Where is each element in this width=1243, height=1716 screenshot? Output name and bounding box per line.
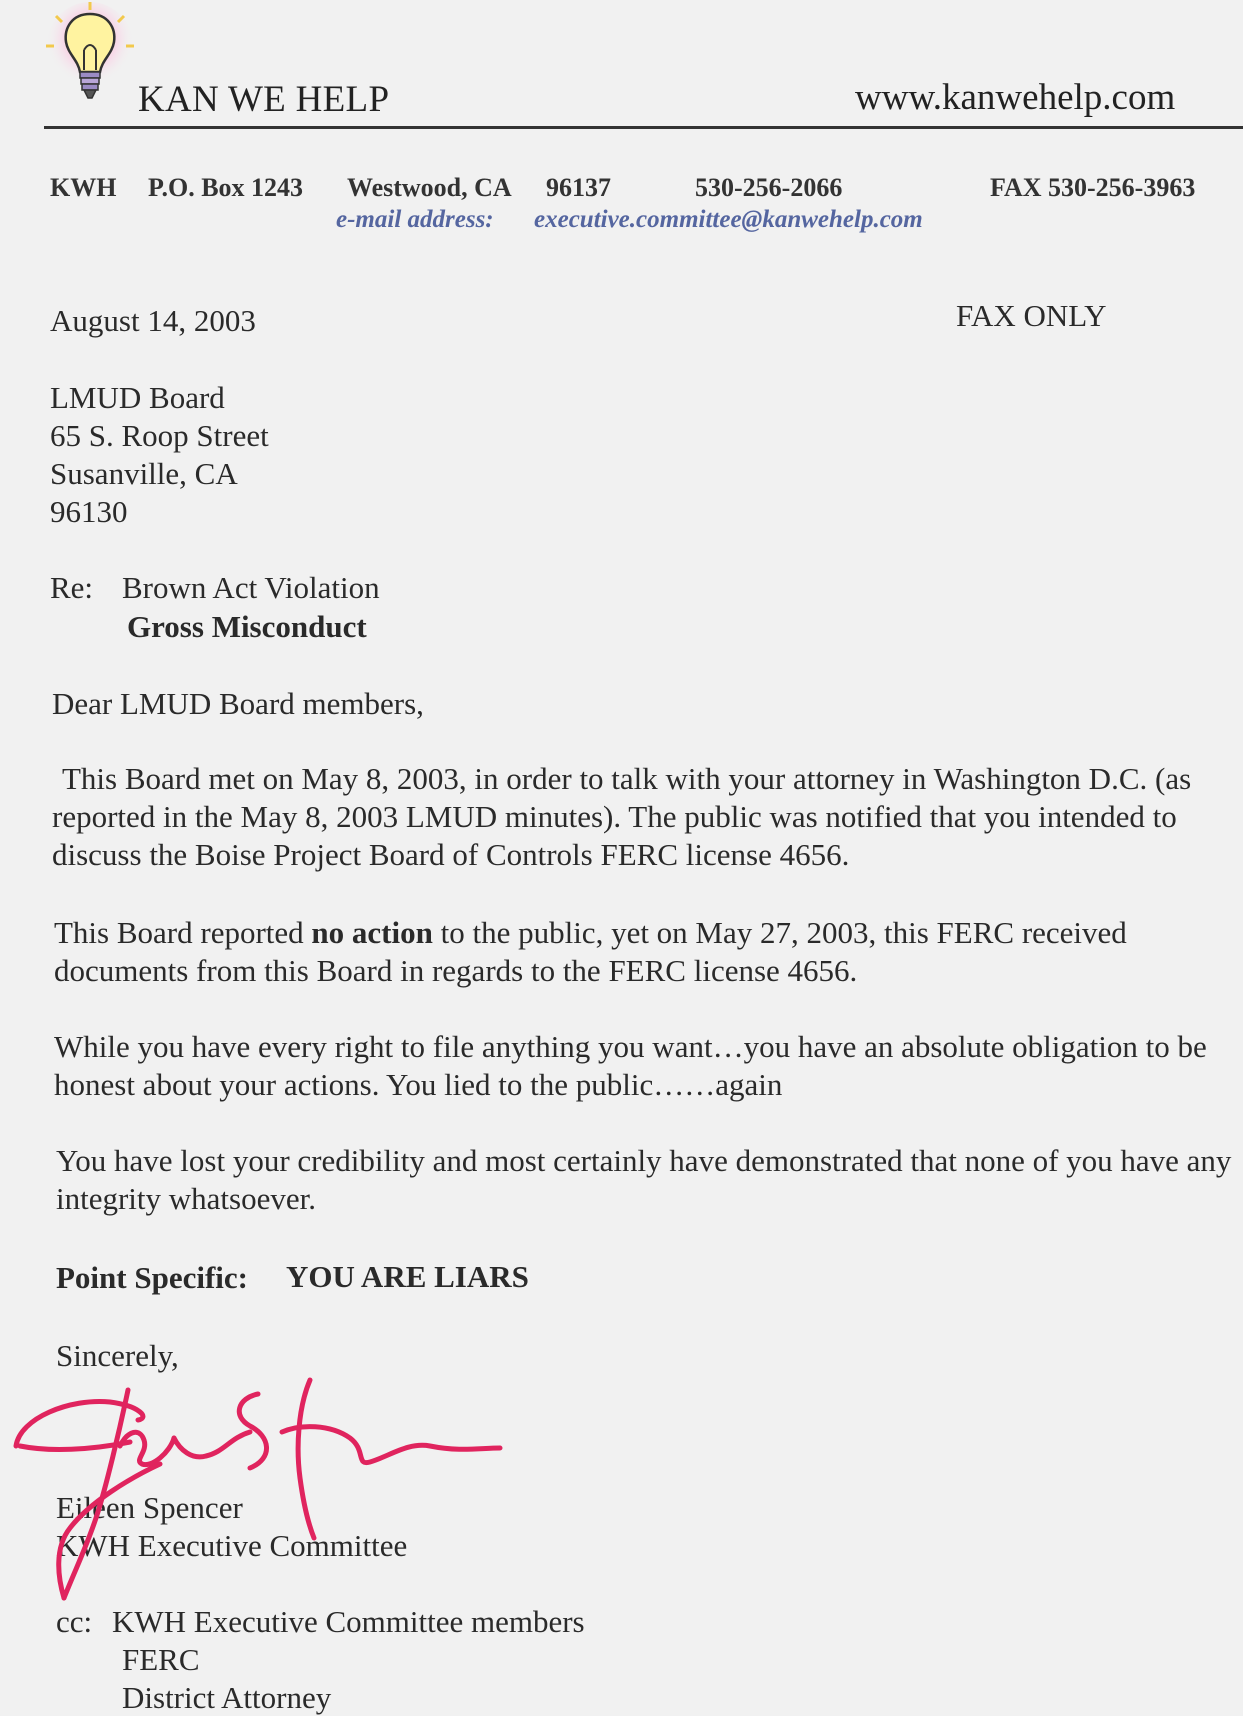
recipient-line: Susanville, CA	[50, 456, 238, 491]
body-paragraph	[54, 914, 1239, 990]
lightbulb-icon	[44, 0, 140, 118]
point-specific-text: YOU ARE LIARS	[286, 1259, 529, 1294]
cc-item: FERC	[122, 1642, 200, 1677]
subject-line-bold: Gross Misconduct	[127, 609, 367, 644]
city-state: Westwood, CA	[347, 173, 512, 202]
fax-number: FAX 530-256-3963	[990, 173, 1196, 202]
re-label: Re:	[50, 570, 94, 605]
subject-line: Brown Act Violation	[122, 570, 380, 605]
letter-date: August 14, 2003	[50, 303, 256, 338]
email-label: e-mail address:	[336, 206, 494, 233]
recipient-line: 65 S. Roop Street	[50, 418, 269, 453]
website-link[interactable]: www.kanwehelp.com	[855, 77, 1176, 118]
recipient-line: 96130	[50, 494, 128, 529]
cc-item: KWH Executive Committee members	[112, 1604, 585, 1639]
signature-icon	[10, 1368, 510, 1608]
header-divider	[44, 126, 1243, 129]
salutation: Dear LMUD Board members,	[52, 686, 424, 721]
org-abbrev: KWH	[50, 173, 117, 202]
closing: Sincerely,	[56, 1338, 179, 1373]
signer-title: KWH Executive Committee	[56, 1528, 408, 1563]
cc-item: District Attorney	[122, 1680, 332, 1715]
signer-name: Eileen Spencer	[56, 1490, 243, 1525]
zip-code: 96137	[546, 173, 611, 202]
paragraph-text: to the public, yet on May 27, 2003, this FERC received documents from this Board in regards to the FERC license 4656.	[54, 915, 1127, 988]
body-paragraph: This Board met on May 8, 2003, in order to talk with your attorney in Washington D.C. (as reported in the May 8, 2003 LMUD minutes). The public was notified that you intended to discuss the Boise Project Board of Controls FERC license 4656.	[52, 761, 1192, 872]
point-specific-label: Point Specific:	[56, 1260, 248, 1295]
phone-number: 530-256-2066	[695, 173, 843, 202]
delivery-method: FAX ONLY	[956, 298, 1107, 333]
email-link[interactable]: executive.committee@kanwehelp.com	[534, 206, 923, 233]
cc-label: cc:	[56, 1604, 93, 1639]
body-paragraph: You have lost your credibility and most certainly have demonstrated that none of you have any integrity whatsoever.	[56, 1143, 1232, 1216]
recipient-line: LMUD Board	[50, 380, 225, 415]
body-paragraph: While you have every right to file anything you want…you have an absolute obligation to be honest about your actions. You lied to the public……again	[54, 1029, 1207, 1102]
org-name: KAN WE HELP	[138, 79, 390, 120]
paragraph-text: This Board reported	[54, 915, 312, 950]
po-box: P.O. Box 1243	[148, 173, 304, 202]
emphasis-text: no action	[311, 915, 433, 950]
